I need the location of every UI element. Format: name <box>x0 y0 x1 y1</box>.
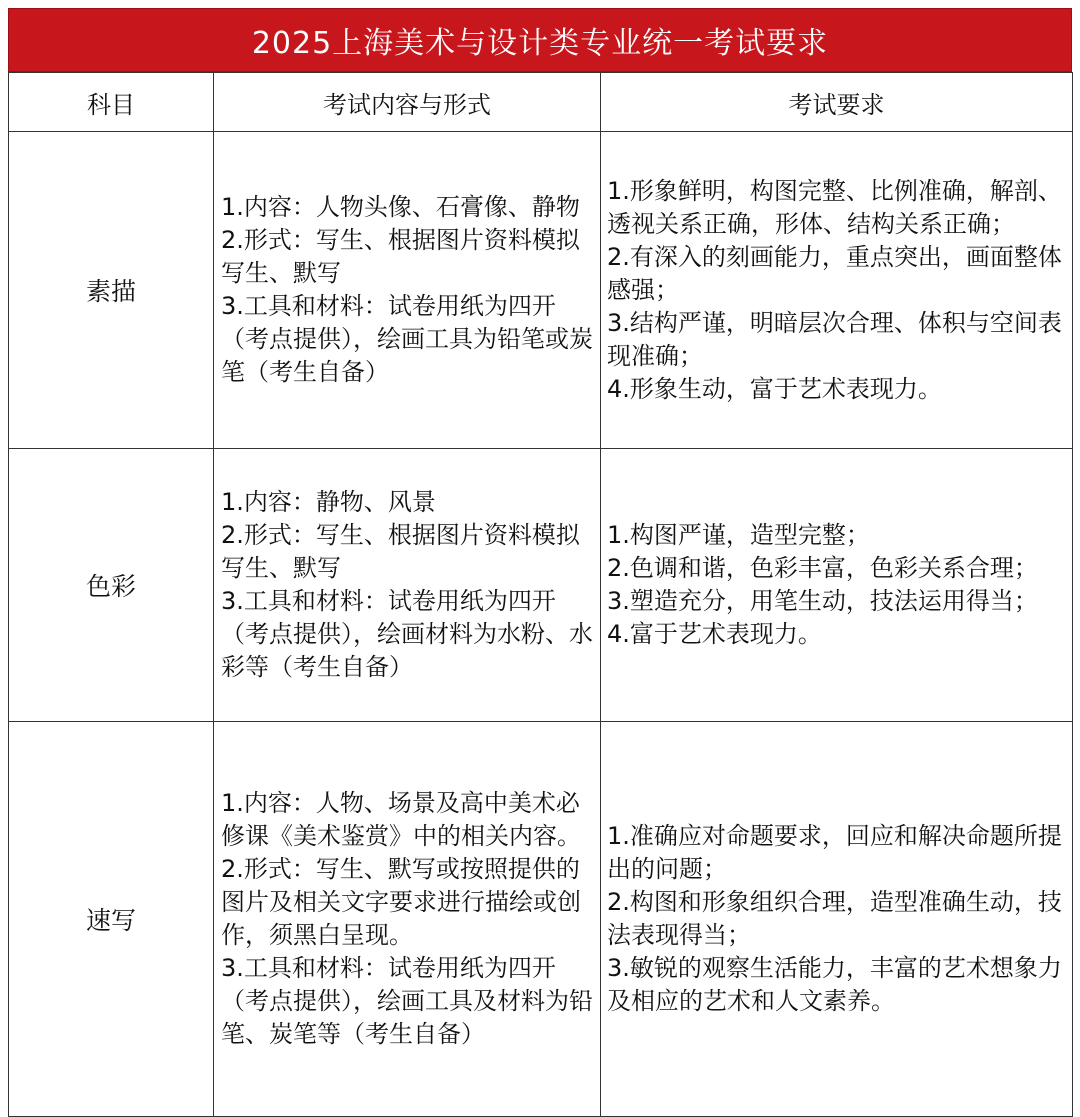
table-row <box>9 722 1073 1117</box>
table-header-row <box>9 73 1073 132</box>
content-item: 1.内容：人物头像、石膏像、静物 <box>221 193 580 221</box>
content-item: 2.形式：写生、根据图片资料模拟写生、默写 <box>221 226 580 287</box>
content-cell <box>214 722 601 1117</box>
content-item: 3.工具和材料：试卷用纸为四开（考点提供），绘画工具为铅笔或炭笔（考生自备） <box>221 292 593 386</box>
requirement-item: 1.形象鲜明，构图完整、比例准确，解剖、透视关系正确，形体、结构关系正确； <box>607 176 1062 238</box>
page-title: 2025上海美术与设计类专业统一考试要求 <box>8 8 1072 72</box>
requirements-cell <box>601 132 1073 449</box>
requirements-cell <box>601 722 1073 1117</box>
content-item: 1.内容：人物、场景及高中美术必修课《美术鉴赏》中的相关内容。 <box>221 789 581 850</box>
content-item: 1.内容：静物、风景 <box>221 488 436 516</box>
requirements-cell <box>601 449 1073 722</box>
content-cell <box>214 449 601 722</box>
requirement-item: 2.构图和形象组织合理，造型准确生动，技法表现得当； <box>607 888 1062 949</box>
header-content: 考试内容与形式 <box>214 73 601 132</box>
requirement-item: 3.敏锐的观察生活能力，丰富的艺术想象力及相应的艺术和人文素养。 <box>607 954 1062 1015</box>
requirement-item: 3.塑造充分，用笔生动，技法运用得当； <box>607 587 1038 615</box>
requirements-table <box>8 72 1073 1117</box>
header-subject: 科目 <box>9 73 214 132</box>
requirement-item: 2.有深入的刻画能力，重点突出，画面整体感强； <box>607 242 1062 304</box>
requirement-item: 1.构图严谨，造型完整； <box>607 521 870 549</box>
exam-requirements-sheet <box>8 8 1072 1117</box>
content-item: 3.工具和材料：试卷用纸为四开（考点提供），绘画工具及材料为铅笔、炭笔等（考生自备） <box>221 954 593 1048</box>
table-row <box>9 449 1073 722</box>
content-item: 2.形式：写生、根据图片资料模拟写生、默写 <box>221 521 580 582</box>
requirement-item: 2.色调和谐，色彩丰富，色彩关系合理； <box>607 554 1038 582</box>
subject-cell: 素描 <box>9 132 214 449</box>
content-item: 3.工具和材料：试卷用纸为四开（考点提供），绘画材料为水粉、水彩等（考生自备） <box>221 587 593 681</box>
content-item: 2.形式：写生、默写或按照提供的图片及相关文字要求进行描绘或创作，须黑白呈现。 <box>221 855 581 949</box>
requirement-item: 3.结构严谨，明暗层次合理、体积与空间表现准确； <box>607 308 1062 370</box>
requirement-item: 1.准确应对命题要求，回应和解决命题所提出的问题； <box>607 822 1062 883</box>
table-row <box>9 132 1073 449</box>
content-cell <box>214 132 601 449</box>
requirement-item: 4.形象生动，富于艺术表现力。 <box>607 374 942 403</box>
requirement-item: 4.富于艺术表现力。 <box>607 620 822 648</box>
header-requirements: 考试要求 <box>601 73 1073 132</box>
subject-cell: 速写 <box>9 722 214 1117</box>
subject-cell: 色彩 <box>9 449 214 722</box>
